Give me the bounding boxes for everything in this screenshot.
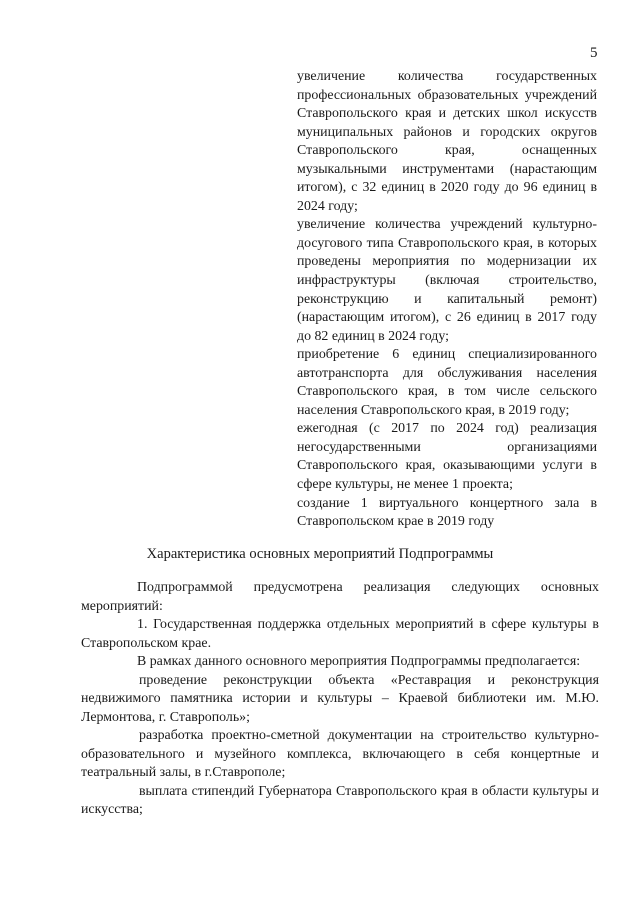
target-indicator-virtual-hall: создание 1 виртуального концертного зала в Ставропольском крае в 2019 году [297,495,597,530]
section-heading: Характеристика основных мероприятий Подпрограммы [146,546,494,562]
page-number: 5 [590,45,598,61]
paragraph-measure-scope: В рамках данного основного мероприятия Подпрограммы предполагается: [137,654,581,669]
paragraph-design-documentation: разработка проектно-сметной документации на строительство культурно-образовательного и музейного комплекса, включающего в себя концертные и театральный залы, в г.Ставрополе; [81,728,599,780]
paragraph-measure-1: 1. Государственная поддержка отдельных мероприятий в сфере культуры в Ставропольском крае. [81,617,599,651]
target-indicator-instruments: увеличение количества государственных профессиональных образовательных учреждений Ставропольского края и детских школ искусств муниципальных районов и городских округов Ставропольского края, оснащенных музыкальными инструментами (нарастающим итогом), с 32 единиц в 2020 году до 96 единиц в 2024 году; [297,69,597,214]
section-body [81,579,599,820]
target-indicators-block [297,68,597,532]
paragraph-intro: Подпрограммой предусмотрена реализация следующих основных мероприятий: [81,580,599,614]
paragraph-scholarships: выплата стипендий Губернатора Ставропольского края в области культуры и искусства; [81,783,599,817]
target-indicator-vehicles: приобретение 6 единиц специализированного автотранспорта для обслуживания населения Ставропольского края, в том числе сельского населения Ставропольского края, в 2019 году; [297,347,597,418]
target-indicator-modernization: увеличение количества учреждений культурно-досугового типа Ставропольского края, в которых проведены мероприятия по модернизации их инфраструктуры (включая строительство, реконструкцию и капитальный ремонт) (нарастающим итогом), с 26 единиц в 2017 году до 82 единиц в 2024 году; [297,217,597,344]
paragraph-reconstruction: проведение реконструкции объекта «Реставрация и реконструкция недвижимого памятника истории и культуры – Краевой библиотеки им. М.Ю. Лермонтова, г. Ставрополь»; [81,672,599,725]
target-indicator-ngo-projects: ежегодная (с 2017 по 2024 год) реализация негосударственными организациями Ставропольского края, оказывающими услуги в сфере культуры, не менее 1 проекта; [297,421,597,493]
